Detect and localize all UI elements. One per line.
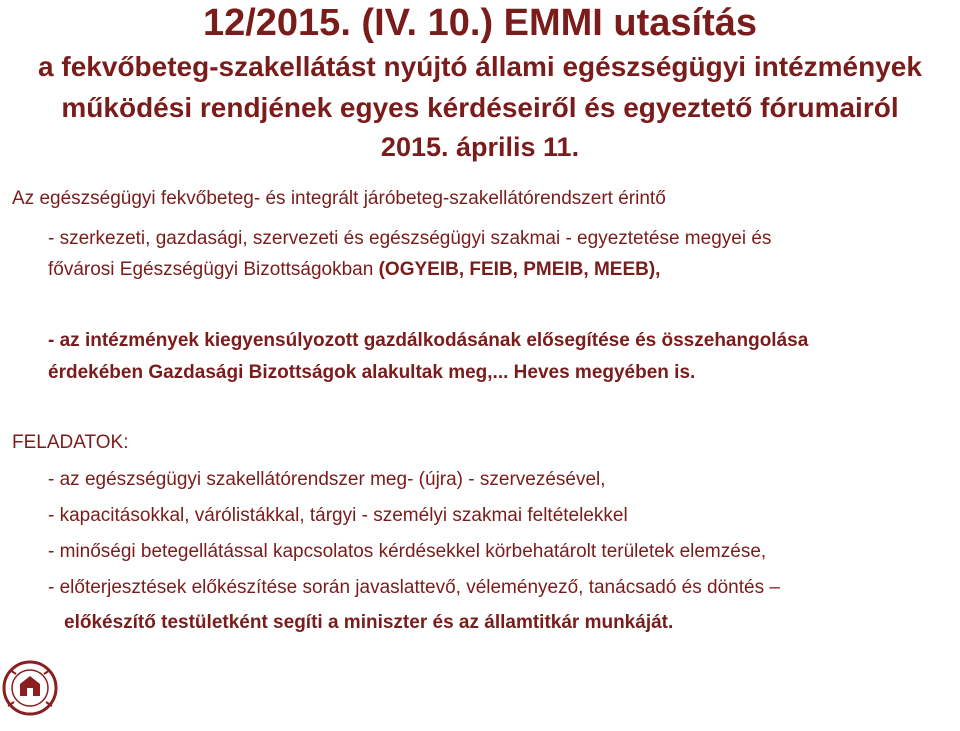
para2-line1: - az intézmények kiegyensúlyozott gazdálkodásának elősegítése és összehangolása — [48, 330, 809, 351]
para1-line2-text: fővárosi Egészségügyi Bizottságokban — [48, 259, 374, 280]
task-item: - kapacitásokkal, várólistákkal, tárgyi - személyi szakmai feltételekkel — [48, 505, 628, 526]
task-item: - az egészségügyi szakellátórendszer meg- (újra) - szervezésével, — [48, 469, 606, 490]
page-subtitle-line1: a fekvőbeteg-szakellátást nyújtó állami egészségügyi intézmények — [38, 51, 922, 82]
committee-abbreviations: (OGYEIB, FEIB, PMEIB, MEEB), — [378, 259, 661, 280]
hospital-seal-logo-icon — [2, 652, 58, 726]
para1-line2 — [48, 257, 660, 283]
page-date: 2015. április 11. — [380, 132, 580, 162]
tasks-heading: FELADATOK: — [12, 432, 129, 453]
para1-line1: - szerkezeti, gazdasági, szervezeti és egészségügyi szakmai - egyeztetése megyei és — [48, 228, 772, 249]
intro-text: Az egészségügyi fekvőbeteg- és integrált járóbeteg-szakellátórendszert érintő — [12, 188, 666, 209]
task-item: előkészítő testületként segíti a miniszter és az államtitkár munkáját. — [64, 612, 674, 633]
task-item: - előterjesztések előkészítése során javaslattevő, véleményező, tanácsadó és döntés – — [48, 577, 780, 598]
page-subtitle-line2: működési rendjének egyes kérdéseiről és egyeztető fórumairól — [61, 92, 899, 123]
page-title: 12/2015. (IV. 10.) EMMI utasítás — [202, 2, 758, 44]
task-item: - minőségi betegellátással kapcsolatos kérdésekkel körbehatárolt területek elemzése, — [48, 541, 767, 562]
para2-line2: érdekében Gazdasági Bizottságok alakultak meg,... Heves megyében is. — [48, 362, 696, 383]
